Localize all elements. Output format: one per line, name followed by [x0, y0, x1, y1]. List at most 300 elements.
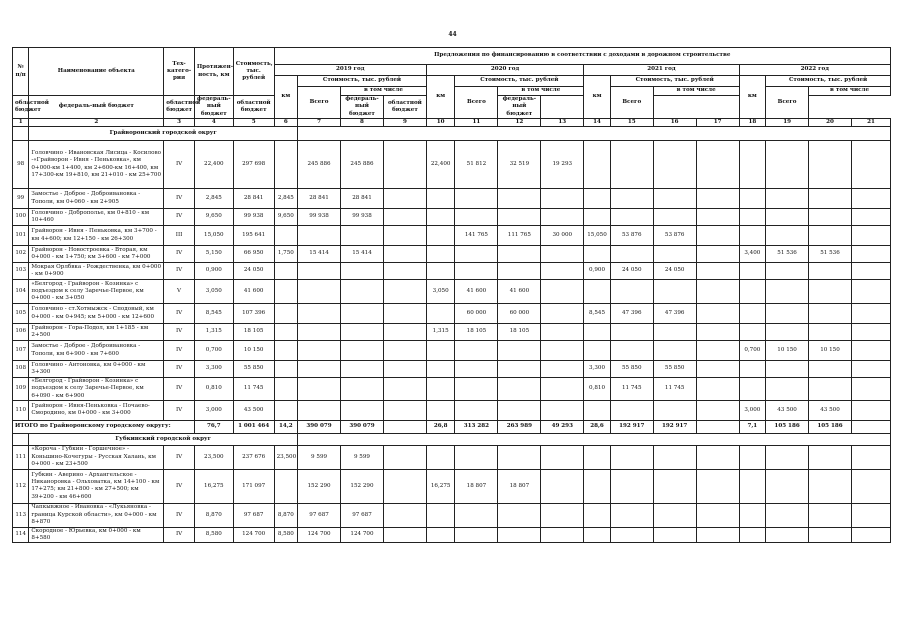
funding-value: [383, 341, 426, 361]
road-category: IV: [164, 361, 195, 378]
funding-value: 141 765: [455, 226, 498, 246]
funding-value: 99 938: [341, 209, 384, 226]
funding-value: [584, 469, 611, 503]
table-row: [13, 469, 891, 503]
funding-value: [426, 304, 455, 324]
funding-value: [426, 226, 455, 246]
funding-value: 10 150: [766, 341, 809, 361]
funding-value: [541, 209, 584, 226]
funding-value: [610, 280, 653, 304]
funding-value: [498, 263, 541, 280]
funding-value: 0,700: [739, 341, 766, 361]
funding-value: [696, 226, 739, 246]
column-number: 13: [541, 118, 584, 126]
funding-value: [274, 378, 298, 401]
funding-value: [851, 280, 890, 304]
funding-value: [766, 469, 809, 503]
total-funding-value: 390 079: [298, 420, 341, 433]
funding-value: [809, 469, 852, 503]
funding-value: [383, 304, 426, 324]
road-cost: 55 850: [233, 361, 274, 378]
funding-value: 18 105: [498, 324, 541, 341]
total-funding-value: 313 282: [455, 420, 498, 433]
funding-value: [696, 361, 739, 378]
funding-value: 3,400: [739, 246, 766, 263]
road-category: IV: [164, 469, 195, 503]
table-row: [13, 445, 891, 469]
funding-value: [383, 263, 426, 280]
header-of-which: в том числе: [341, 87, 427, 96]
funding-value: [696, 445, 739, 469]
funding-value: [383, 469, 426, 503]
funding-value: 43 500: [809, 400, 852, 420]
header-regional: областной бюджет: [233, 96, 274, 119]
funding-value: [739, 469, 766, 503]
funding-value: [498, 527, 541, 543]
funding-value: [766, 527, 809, 543]
road-category: IV: [164, 141, 195, 189]
funding-value: [298, 324, 341, 341]
table-row: [13, 226, 891, 246]
funding-value: 18 105: [455, 324, 498, 341]
funding-value: [584, 246, 611, 263]
header-total: Всего: [766, 87, 809, 119]
funding-value: [341, 226, 384, 246]
header-cost-sub: Стоимость, тыс. рублей: [610, 76, 739, 87]
funding-value: [809, 361, 852, 378]
road-cost: 97 687: [233, 503, 274, 527]
funding-value: [809, 445, 852, 469]
funding-value: 124 700: [298, 527, 341, 543]
funding-value: 10 150: [809, 341, 852, 361]
funding-value: [739, 263, 766, 280]
column-number: 4: [194, 118, 233, 126]
funding-value: [274, 341, 298, 361]
funding-value: [653, 280, 696, 304]
header-year-2020: 2020 год: [426, 65, 583, 76]
funding-value: 18 807: [455, 469, 498, 503]
section-total-label: ИТОГО по Грайворонскому городскому округу:: [13, 420, 195, 433]
funding-value: [653, 527, 696, 543]
column-number: 17: [696, 118, 739, 126]
funding-value: 97 687: [298, 503, 341, 527]
funding-value: [766, 280, 809, 304]
funding-value: [610, 469, 653, 503]
header-regional: областной бюджет: [383, 96, 426, 119]
funding-value: [498, 503, 541, 527]
funding-value: [498, 341, 541, 361]
road-cost: 297 698: [233, 141, 274, 189]
funding-value: [766, 304, 809, 324]
funding-value: 55 850: [653, 361, 696, 378]
funding-value: [696, 209, 739, 226]
road-category: IV: [164, 209, 195, 226]
total-funding-value: 105 186: [766, 420, 809, 433]
funding-value: [298, 400, 341, 420]
funding-value: 124 700: [341, 527, 384, 543]
table-row: [13, 527, 891, 543]
total-funding-value: 7,1: [739, 420, 766, 433]
road-category: IV: [164, 378, 195, 401]
total-funding-value: 14,2: [274, 420, 298, 433]
funding-value: 97 687: [341, 503, 384, 527]
row-number: 101: [13, 226, 29, 246]
funding-value: [809, 280, 852, 304]
header-total: Всего: [298, 87, 341, 119]
funding-value: [584, 189, 611, 209]
total-funding-value: 390 079: [341, 420, 384, 433]
funding-value: [610, 324, 653, 341]
column-number: 6: [274, 118, 298, 126]
header-km: км: [274, 76, 298, 119]
funding-value: [739, 226, 766, 246]
funding-value: [766, 445, 809, 469]
header-no: № п/п: [13, 48, 29, 96]
funding-value: [610, 189, 653, 209]
funding-value: [696, 263, 739, 280]
header-cost-sub: Стоимость, тыс. рублей: [298, 76, 427, 87]
funding-value: [851, 209, 890, 226]
funding-value: [383, 141, 426, 189]
funding-value: 15 414: [298, 246, 341, 263]
road-cost: 99 938: [233, 209, 274, 226]
road-length: 3,300: [194, 361, 233, 378]
funding-value: [498, 378, 541, 401]
header-year-2021: 2021 год: [584, 65, 739, 76]
road-category: IV: [164, 263, 195, 280]
funding-value: [426, 527, 455, 543]
header-name: Наименование объекта: [29, 48, 164, 96]
funding-value: [341, 341, 384, 361]
funding-value: [653, 341, 696, 361]
table-row: [13, 503, 891, 527]
funding-value: [739, 141, 766, 189]
funding-value: [298, 280, 341, 304]
funding-value: [541, 400, 584, 420]
header-km: км: [426, 76, 455, 119]
road-category: IV: [164, 246, 195, 263]
funding-value: [766, 226, 809, 246]
funding-value: [298, 378, 341, 401]
road-cost: 66 950: [233, 246, 274, 263]
funding-value: 32 519: [498, 141, 541, 189]
funding-value: 23,500: [274, 445, 298, 469]
funding-value: 9,650: [274, 209, 298, 226]
funding-value: [851, 503, 890, 527]
road-length: 2,845: [194, 189, 233, 209]
funding-value: [739, 361, 766, 378]
funding-value: 1,315: [426, 324, 455, 341]
total-funding-value: 105 186: [809, 420, 852, 433]
funding-value: 60 000: [498, 304, 541, 324]
section-total-row: [13, 420, 891, 433]
road-length: 22,400: [194, 141, 233, 189]
road-category: V: [164, 280, 195, 304]
funding-value: 28 841: [298, 189, 341, 209]
table-row: [13, 246, 891, 263]
section-title: Грайворонский городской округ: [29, 127, 298, 141]
funding-value: [341, 280, 384, 304]
funding-value: [766, 361, 809, 378]
column-number: 18: [739, 118, 766, 126]
funding-value: [739, 527, 766, 543]
row-number: 114: [13, 527, 29, 543]
road-cost: 237 676: [233, 445, 274, 469]
funding-value: [298, 304, 341, 324]
funding-value: 245 886: [298, 141, 341, 189]
total-funding-value: 28,6: [584, 420, 611, 433]
object-name: Головчино - Доброполье, км 0+810 - км 10+460: [29, 209, 164, 226]
funding-value: [341, 361, 384, 378]
row-number: 109: [13, 378, 29, 401]
funding-value: [739, 445, 766, 469]
funding-value: [541, 503, 584, 527]
road-length: 0,810: [194, 378, 233, 401]
header-of-which: в том числе: [809, 87, 891, 96]
funding-value: [455, 400, 498, 420]
total-funding-value: [383, 420, 426, 433]
funding-value: [541, 280, 584, 304]
road-length: 8,545: [194, 304, 233, 324]
funding-value: 24 050: [610, 263, 653, 280]
funding-value: [426, 189, 455, 209]
funding-value: [610, 341, 653, 361]
funding-value: [298, 341, 341, 361]
funding-value: [341, 400, 384, 420]
funding-value: 0,900: [584, 263, 611, 280]
section-title: Губкинский городской округ: [29, 433, 298, 445]
row-number: 110: [13, 400, 29, 420]
road-category: III: [164, 226, 195, 246]
funding-value: 3,000: [739, 400, 766, 420]
column-number: 8: [341, 118, 384, 126]
funding-value: [274, 141, 298, 189]
funding-value: [274, 400, 298, 420]
section-header-blank: [298, 433, 891, 445]
funding-value: [455, 189, 498, 209]
funding-value: [809, 189, 852, 209]
funding-value: [851, 246, 890, 263]
road-cost: 10 150: [233, 341, 274, 361]
column-number: 2: [29, 118, 164, 126]
row-number: 100: [13, 209, 29, 226]
object-name: «Белгород - Грайворон - Козинка» с подъездом к селу Заречье-Первое, км 6+090 - км 6+900: [29, 378, 164, 401]
funding-value: 24 050: [653, 263, 696, 280]
funding-value: [455, 503, 498, 527]
funding-value: [455, 445, 498, 469]
funding-value: [610, 400, 653, 420]
table-row: [13, 304, 891, 324]
funding-value: [541, 378, 584, 401]
funding-value: [341, 324, 384, 341]
funding-value: [766, 209, 809, 226]
table-row: [13, 341, 891, 361]
funding-value: 53 876: [653, 226, 696, 246]
funding-value: [426, 209, 455, 226]
funding-value: [455, 263, 498, 280]
funding-value: [653, 246, 696, 263]
funding-value: [851, 263, 890, 280]
funding-value: [739, 503, 766, 527]
road-length: 8,870: [194, 503, 233, 527]
funding-value: [426, 503, 455, 527]
funding-value: 18 807: [498, 469, 541, 503]
funding-value: 8,870: [274, 503, 298, 527]
row-number: 107: [13, 341, 29, 361]
funding-value: [541, 324, 584, 341]
header-of-which: в том числе: [653, 87, 739, 96]
funding-value: 51 536: [766, 246, 809, 263]
funding-value: [383, 378, 426, 401]
funding-value: [383, 527, 426, 543]
row-number: 98: [13, 141, 29, 189]
funding-value: 152 290: [298, 469, 341, 503]
column-numbers-row: [13, 118, 891, 126]
funding-value: 51 812: [455, 141, 498, 189]
funding-value: [809, 324, 852, 341]
object-name: Грайворон - Ивня-Пеньковка - Почаево-Смородино, км 0+000 - км 3+000: [29, 400, 164, 420]
column-number: 3: [164, 118, 195, 126]
header-regional: областной бюджет: [164, 96, 195, 119]
funding-value: 60 000: [455, 304, 498, 324]
funding-value: [610, 246, 653, 263]
funding-value: [809, 527, 852, 543]
funding-value: [696, 527, 739, 543]
funding-value: [851, 378, 890, 401]
header-federal: федераль-ный бюджет: [29, 96, 164, 119]
funding-value: [383, 189, 426, 209]
column-number: 14: [584, 118, 611, 126]
funding-value: 47 396: [653, 304, 696, 324]
column-number: 15: [610, 118, 653, 126]
road-length: 1,315: [194, 324, 233, 341]
funding-value: [696, 141, 739, 189]
funding-value: 2,845: [274, 189, 298, 209]
header-cost: Стоимость, тыс. рублей: [233, 48, 274, 96]
funding-value: 11 745: [610, 378, 653, 401]
header-total: Всего: [610, 87, 653, 119]
funding-value: [498, 445, 541, 469]
funding-value: [298, 263, 341, 280]
funding-value: [383, 209, 426, 226]
header-cost-sub: Стоимость, тыс. рублей: [766, 76, 891, 87]
funding-value: 11 745: [653, 378, 696, 401]
funding-value: 55 850: [610, 361, 653, 378]
funding-value: [584, 503, 611, 527]
road-length: 3,000: [194, 400, 233, 420]
total-funding-value: 49 293: [541, 420, 584, 433]
funding-value: [455, 527, 498, 543]
object-name: Губкин - Аверино - Архангельское - Никаноровка - Ольховатка, км 14+100 - км 17+275; км 21+800 - км 27+500; км 39+200 - км 46+600: [29, 469, 164, 503]
funding-value: 19 293: [541, 141, 584, 189]
object-name: Головчино - Антоновка, км 0+000 - км 3+300: [29, 361, 164, 378]
funding-value: [696, 304, 739, 324]
row-number: 111: [13, 445, 29, 469]
road-length: 0,700: [194, 341, 233, 361]
road-length: 16,275: [194, 469, 233, 503]
row-number: 99: [13, 189, 29, 209]
funding-value: [653, 324, 696, 341]
funding-value: 1,750: [274, 246, 298, 263]
funding-value: [541, 304, 584, 324]
funding-value: [274, 304, 298, 324]
header-km: км: [584, 76, 611, 119]
section-header-blank: [13, 433, 29, 445]
section-header-row: [13, 433, 891, 445]
column-number: 5: [233, 118, 274, 126]
funding-value: [584, 324, 611, 341]
funding-value: [426, 378, 455, 401]
object-name: Замостье - Доброе - Доброивановка - Тополи, км 6+900 - км 7+600: [29, 341, 164, 361]
funding-value: [584, 209, 611, 226]
table-row: [13, 378, 891, 401]
funding-value: [851, 189, 890, 209]
funding-value: 8,545: [584, 304, 611, 324]
funding-value: [383, 445, 426, 469]
road-category: IV: [164, 324, 195, 341]
header-regional: областной бюджет: [13, 96, 29, 119]
column-number: 1: [13, 118, 29, 126]
header-proposals: Предложения по финансированию в соответствии с доходами в дорожном строительстве: [274, 48, 890, 65]
funding-value: [809, 503, 852, 527]
funding-value: [696, 378, 739, 401]
funding-value: 51 536: [809, 246, 852, 263]
table-row: [13, 263, 891, 280]
funding-value: [584, 341, 611, 361]
table-row: [13, 324, 891, 341]
funding-value: [498, 189, 541, 209]
funding-value: [851, 527, 890, 543]
funding-value: 152 290: [341, 469, 384, 503]
row-number: 112: [13, 469, 29, 503]
row-number: 103: [13, 263, 29, 280]
column-number: 21: [851, 118, 890, 126]
funding-value: [739, 280, 766, 304]
road-cost: 24 050: [233, 263, 274, 280]
funding-value: 3,300: [584, 361, 611, 378]
road-cost: 41 600: [233, 280, 274, 304]
table-row: [13, 209, 891, 226]
funding-value: [766, 189, 809, 209]
funding-value: [653, 503, 696, 527]
funding-value: [541, 246, 584, 263]
funding-value: [610, 141, 653, 189]
funding-value: [274, 361, 298, 378]
funding-value: 3,050: [426, 280, 455, 304]
funding-value: [696, 341, 739, 361]
funding-value: [696, 469, 739, 503]
header-of-which: в том числе: [498, 87, 584, 96]
funding-value: [541, 469, 584, 503]
object-name: Головчино - ст.Хотмыжск - Сподовый, км 0+000 - км 0+945; км 5+000 - км 12+600: [29, 304, 164, 324]
funding-value: [739, 378, 766, 401]
header-category: Тех-катего-рия: [164, 48, 195, 96]
column-number: 11: [455, 118, 498, 126]
column-number: 16: [653, 118, 696, 126]
funding-value: [274, 226, 298, 246]
object-name: «Белгород - Грайворон - Козинка» с подъездом к селу Заречье-Первое, км 0+000 - км 3+050: [29, 280, 164, 304]
road-length: 9,650: [194, 209, 233, 226]
funding-value: [383, 324, 426, 341]
section-header-blank: [298, 127, 891, 141]
road-category: IV: [164, 341, 195, 361]
row-number: 108: [13, 361, 29, 378]
funding-value: [455, 209, 498, 226]
funding-value: [298, 226, 341, 246]
funding-value: [739, 324, 766, 341]
funding-value: [653, 209, 696, 226]
header-federal: федераль-ный бюджет: [341, 96, 384, 119]
